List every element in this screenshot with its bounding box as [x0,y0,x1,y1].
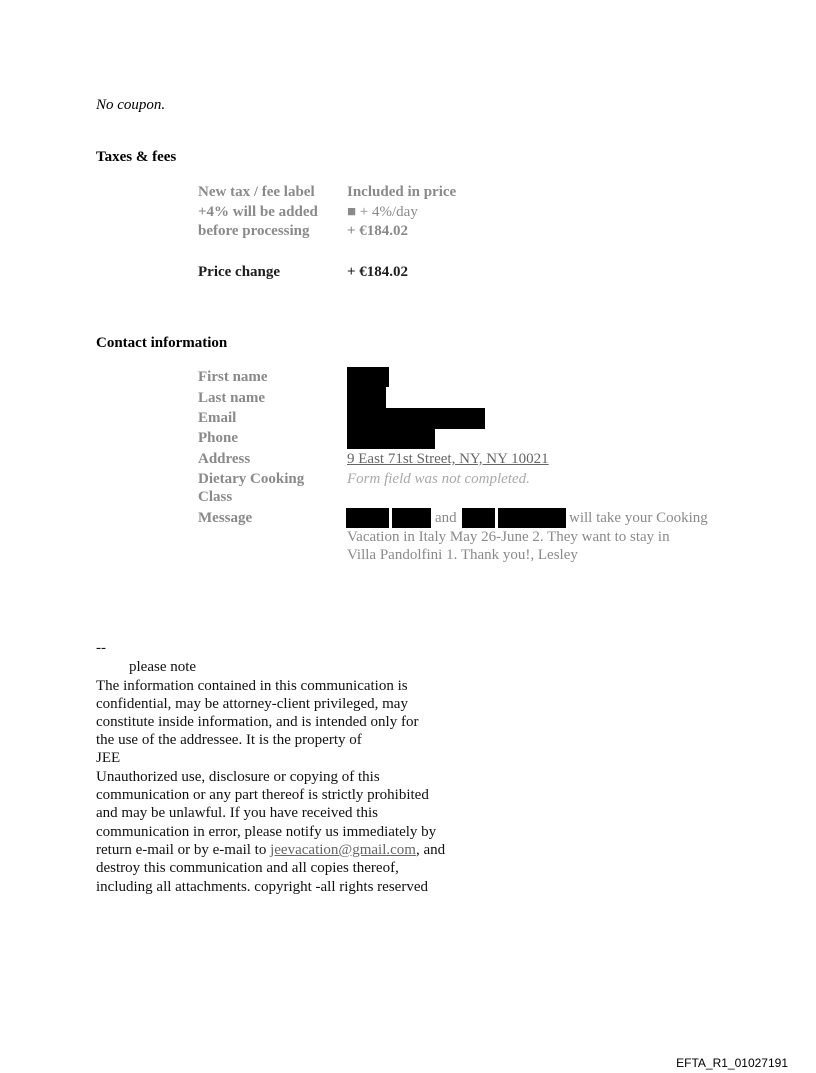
disclaimer-line: communication or any part thereof is strictly prohibited [96,787,429,803]
first-name-redaction [347,367,389,387]
message-and: and [435,510,457,526]
last-name-label: Last name [198,390,266,406]
email-redaction [347,408,485,429]
phone-label: Phone [198,430,239,446]
tax-label-row1: New tax / fee label [198,184,315,200]
tax-value-row2: ■ + 4%/day [347,204,418,220]
tax-value-row1: Included in price [347,184,457,200]
phone-redaction [347,428,435,449]
tax-label-row2: +4% will be added [198,204,318,220]
disclaimer-line: JEE [96,750,121,766]
dietary-value: Form field was not completed. [347,471,530,487]
email-link[interactable]: jeevacation@gmail.com [270,842,416,858]
first-name-label: First name [198,369,268,385]
message-line3: Villa Pandolfini 1. Thank you!, Lesley [347,547,578,563]
last-name-redaction [347,387,386,408]
disclaimer-email-line [96,842,445,859]
message-redaction-4 [498,508,566,528]
disclaimer-line: and may be unlawful. If you have received this [96,805,378,821]
address-label: Address [198,451,251,467]
email-label: Email [198,410,237,426]
please-note: please note [129,659,197,675]
disclaimer-line: the use of the addressee. It is the property of [96,732,362,748]
contact-heading: Contact information [96,335,228,351]
tax-value-row3: + €184.02 [347,223,409,239]
message-line2: Vacation in Italy May 26-June 2. They want to stay in [347,529,670,545]
dietary-label-line1: Dietary Cooking [198,471,305,487]
message-redaction-2 [392,508,431,528]
coupon-note: No coupon. [96,97,166,113]
disclaimer-line: including all attachments. copyright -all rights reserved [96,879,428,895]
disclaimer-line: Unauthorized use, disclosure or copying of this [96,769,380,785]
taxes-heading: Taxes & fees [96,149,177,165]
disclaimer-line: communication in error, please notify us immediately by [96,824,437,840]
disclaimer-line: constitute inside information, and is intended only for [96,714,419,730]
message-line1-tail: will take your Cooking [569,510,708,526]
address-value[interactable]: 9 East 71st Street, NY, NY 10021 [347,451,549,467]
email-suffix: , and [415,842,446,858]
tax-label-row3: before processing [198,223,310,239]
price-change-value: + €184.02 [347,264,409,280]
message-redaction-1 [346,508,389,528]
price-change-label: Price change [198,264,281,280]
disclaimer-line: The information contained in this communication is [96,678,408,694]
message-redaction-3 [462,508,495,528]
email-prefix: return e-mail or by e-mail to [96,842,271,858]
disclaimer-line: confidential, may be attorney-client privileged, may [96,696,408,712]
disclaimer-line: destroy this communication and all copies thereof, [96,860,399,876]
signature-dashes: -- [96,640,106,656]
document-id: EFTA_R1_01027191 [676,1056,788,1070]
message-label: Message [198,510,253,526]
dietary-label-line2: Class [198,489,233,505]
